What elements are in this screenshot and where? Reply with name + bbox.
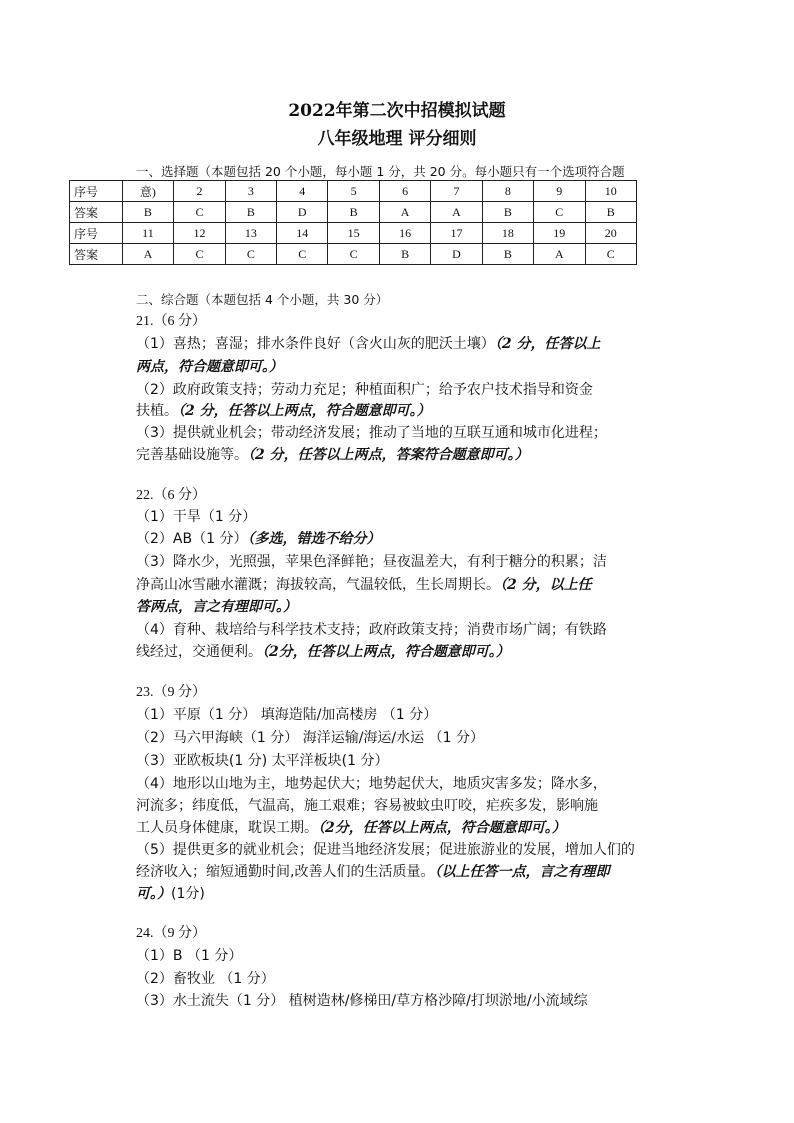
table-cell: 2 — [174, 181, 225, 202]
table-cell: A — [431, 202, 482, 223]
table-cell: C — [534, 202, 585, 223]
answer-text: 净高山冰雪融水灌溉；海拔较高，气温较低，生长周期长。 — [136, 577, 500, 593]
scoring-note: 答两点，言之有理即可。） — [136, 599, 297, 615]
table-row-label: 序号 — [70, 181, 123, 202]
question-24-heading: 24.（9 分） — [136, 926, 206, 941]
q23-answer-4-cont: 河流多；纬度低，气温高，施工艰难；容易被蚊虫叮咬，疟疾多发，影响施 — [136, 798, 598, 814]
table-cell: 11 — [122, 223, 174, 244]
q23-answer-5: （5）提供更多的就业机会；促进当地经济发展；促进旅游业的发展，增加人们的 — [136, 842, 635, 858]
scoring-note: （2 分，任答以上两点，答案符合题意即可。） — [248, 447, 529, 463]
q22-answer-4: （4）育种、栽培给与科学技术支持；政府政策支持；消费市场广阔；有铁路 — [136, 622, 607, 638]
page-subtitle: 八年级地理 评分细则 — [317, 129, 477, 149]
q22-answer-1: （1）干旱（1 分） — [136, 509, 257, 525]
q21-answer-2: （2）政府政策支持；劳动力充足；种植面积广；给予农户技术指导和资金 — [136, 382, 593, 398]
table-row — [70, 223, 637, 244]
answer-text: 扶植。 — [136, 403, 178, 419]
table-cell: 3 — [225, 181, 276, 202]
table-cell: A — [122, 244, 174, 265]
q24-answer-3: （3）水土流失（1 分） 植树造林/修梯田/草方格沙障/打坝淤地/小流域综 — [136, 993, 588, 1009]
table-cell: B — [328, 202, 379, 223]
q23-answer-4: （4）地形以山地为主，地势起伏大；地势起伏大，地质灾害多发；降水多， — [136, 776, 607, 792]
table-cell: 15 — [328, 223, 379, 244]
scoring-note: （以上任答一点，言之有理即 — [434, 864, 610, 880]
table-row-label: 答案 — [70, 244, 123, 265]
q23-answer-4-cont2 — [136, 817, 566, 837]
table-cell: 10 — [585, 181, 637, 202]
table-cell: 13 — [225, 223, 276, 244]
question-23-heading: 23.（9 分） — [136, 685, 206, 700]
table-cell: B — [122, 202, 174, 223]
scoring-note: （2 分，任答以上两点，符合题意即可。） — [178, 403, 431, 419]
question-21-heading: 21.（6 分） — [136, 314, 206, 329]
q22-answer-3-cont2 — [136, 596, 297, 616]
table-cell: 6 — [379, 181, 430, 202]
table-cell: B — [379, 244, 430, 265]
scoring-note: 可。） — [136, 886, 171, 902]
answer-text: 工人员身体健康，耽误工期。 — [136, 820, 318, 836]
scoring-note: （2分，任答以上两点，符合题意即可。） — [262, 644, 510, 660]
table-cell: 意) — [122, 181, 174, 202]
table-cell: B — [585, 202, 637, 223]
answer-text: 经济收入；缩短通勤时间,改善人们的生活质量。 — [136, 864, 435, 880]
table-cell: 8 — [482, 181, 533, 202]
scoring-note: （2分，任答以上两点，符合题意即可。） — [318, 820, 566, 836]
scoring-note: （多选，错选不给分） — [247, 531, 381, 547]
table-cell: 16 — [379, 223, 430, 244]
scoring-note: （2 分，以上任 — [500, 577, 592, 593]
table-cell: 20 — [585, 223, 637, 244]
table-cell: 14 — [277, 223, 328, 244]
table-cell: D — [277, 202, 328, 223]
table-row-label: 答案 — [70, 202, 123, 223]
answer-text: 线经过，交通便利。 — [136, 644, 262, 660]
table-row-label: 序号 — [70, 223, 123, 244]
q21-answer-3: （3）提供就业机会；带动经济发展；推动了当地的互联互通和城市化进程； — [136, 425, 607, 441]
table-row — [70, 244, 637, 265]
table-cell: B — [482, 202, 533, 223]
q21-answer-1 — [136, 333, 601, 353]
answer-table — [69, 180, 637, 265]
table-cell: 12 — [174, 223, 225, 244]
section1-heading: 一、选择题（本题包括 20 个小题，每小题 1 分，共 20 分。每小题只有一个选项符合题 — [136, 164, 625, 179]
answer-text: （1）喜热；喜湿；排水条件良好（含火山灰的肥沃土壤） — [136, 336, 495, 352]
q22-answer-4-cont — [136, 641, 510, 661]
q21-answer-3-cont — [136, 444, 529, 464]
table-cell: 5 — [328, 181, 379, 202]
answer-text: (1分) — [171, 886, 205, 902]
q23-answer-1: （1）平原（1 分） 填海造陆/加高楼房 （1 分） — [136, 707, 438, 723]
scoring-note: 两点，符合题意即可。） — [136, 359, 283, 375]
q21-answer-1-cont — [136, 356, 283, 376]
table-cell: B — [482, 244, 533, 265]
table-row — [70, 202, 637, 223]
q22-answer-3: （3）降水少，光照强，苹果色泽鲜艳；昼夜温差大，有利于糖分的积累；洁 — [136, 554, 607, 570]
section2-heading: 二、综合题（本题包括 4 个小题，共 30 分） — [136, 292, 389, 307]
q24-answer-2: （2）畜牧业 （1 分） — [136, 971, 275, 987]
table-cell: 17 — [431, 223, 482, 244]
question-22-heading: 22.（6 分） — [136, 488, 206, 503]
table-cell: B — [225, 202, 276, 223]
q22-answer-2 — [136, 528, 380, 548]
table-cell: C — [585, 244, 637, 265]
table-cell: C — [225, 244, 276, 265]
table-cell: A — [534, 244, 585, 265]
table-row — [70, 181, 637, 202]
table-cell: 7 — [431, 181, 482, 202]
q23-answer-3: （3）亚欧板块(1 分) 太平洋板块(1 分） — [136, 753, 389, 769]
table-cell: 18 — [482, 223, 533, 244]
table-cell: C — [174, 202, 225, 223]
table-cell: C — [174, 244, 225, 265]
q23-answer-2: （2）马六甲海峡（1 分） 海洋运输/海运/水运 （1 分） — [136, 730, 484, 746]
table-cell: 9 — [534, 181, 585, 202]
page-title: 2022年第二次中招模拟试题 — [288, 101, 506, 121]
answer-text: 完善基础设施等。 — [136, 447, 248, 463]
q22-answer-3-cont — [136, 574, 592, 594]
table-cell: C — [328, 244, 379, 265]
table-cell: 19 — [534, 223, 585, 244]
table-cell: C — [277, 244, 328, 265]
answer-text: （2）AB（1 分） — [136, 531, 248, 547]
scoring-note: （2 分，任答以上 — [494, 336, 601, 352]
table-cell: 4 — [277, 181, 328, 202]
table-cell: D — [431, 244, 482, 265]
q23-answer-5-cont2 — [136, 883, 205, 903]
q24-answer-1: （1）B （1 分） — [136, 948, 243, 964]
table-cell: A — [379, 202, 430, 223]
q23-answer-5-cont — [136, 861, 609, 881]
q21-answer-2-cont — [136, 400, 431, 420]
